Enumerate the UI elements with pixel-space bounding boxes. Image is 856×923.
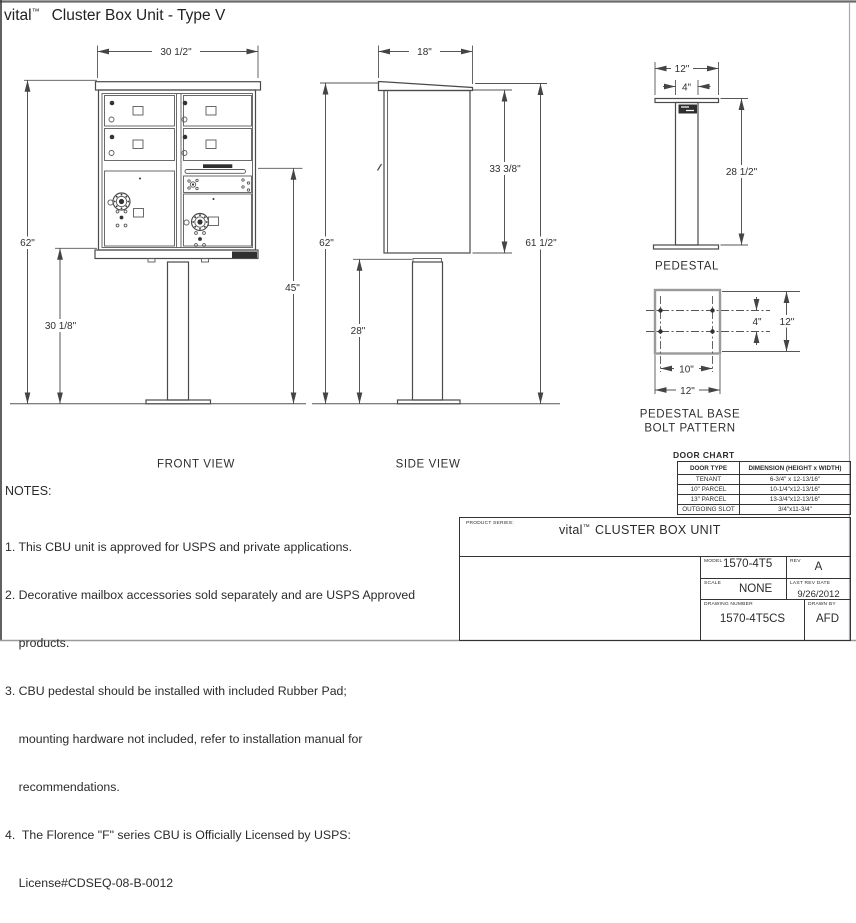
door-chart-header-type: DOOR TYPE: [678, 462, 740, 475]
model-value: 1570-4T5: [723, 558, 773, 570]
parcel-door-left: [108, 178, 144, 227]
product-series-value: [559, 523, 721, 537]
table-row: [678, 505, 851, 515]
front-view-dimensions: [16, 44, 304, 471]
product-name: CLUSTER BOX UNIT: [595, 523, 721, 537]
door-chart-header-dimension: DIMENSION (HEIGHT x WIDTH): [740, 462, 851, 475]
brand-name: vital: [559, 523, 583, 537]
dim-side-depth: 18": [417, 47, 432, 58]
model-label: MODEL: [704, 559, 723, 564]
last-rev-date-cell: [787, 579, 850, 600]
dim-side-height: 62": [319, 238, 334, 249]
table-row: [678, 475, 851, 485]
model-cell: [701, 557, 787, 578]
table-row: [678, 495, 851, 505]
door-chart-title: DOOR CHART: [673, 450, 735, 460]
pedestal-view-dimensions: [655, 62, 763, 273]
note-line: mounting hardware not included, refer to installation manual for: [5, 732, 363, 746]
sheet-title: [4, 7, 225, 25]
bolt-pattern-drawing: [646, 290, 770, 372]
dim-bolt-plate-v: 12": [779, 317, 795, 328]
note-line: products.: [5, 636, 70, 650]
side-view-dimensions: [315, 44, 562, 471]
door-dimension-cell: 3/4"x11-3/4": [740, 505, 851, 515]
front-view-label: FRONT VIEW: [157, 458, 235, 471]
scale-value: NONE: [739, 582, 773, 595]
drawing-number-value: 1570-4T5CS: [719, 613, 786, 625]
dim-side-pedestal: 28": [350, 326, 366, 337]
drawing-number-label: DRAWING NUMBER: [704, 602, 753, 607]
title-block-empty-cell: [460, 557, 701, 641]
dim-front-width: 30 1/2": [160, 47, 192, 58]
bolt-pattern-label-1: PEDESTAL BASE: [639, 408, 741, 421]
door-type-cell: 13" PARCEL: [678, 495, 740, 505]
note-line: 2. Decorative mailbox accessories sold separately and are USPS Approved: [5, 588, 416, 602]
scale-cell: [701, 579, 787, 600]
dim-front-base: 30 1/8": [44, 321, 77, 332]
drawn-by-cell: [805, 600, 850, 641]
pedestal-label: PEDESTAL: [654, 260, 720, 273]
title-block: [459, 517, 851, 641]
door-dimension-cell: 13-3/4"x12-13/16": [740, 495, 851, 505]
master-access-panel: [184, 176, 252, 193]
parcel-door-right: [184, 194, 252, 246]
drawn-by-label: DRAWN BY: [808, 602, 836, 607]
title-block-bottom: [460, 557, 850, 641]
dim-pedestal-plate: 12": [674, 64, 690, 75]
dim-pedestal-height: 28 1/2": [725, 167, 758, 178]
bolt-pattern-label-2: BOLT PATTERN: [644, 422, 736, 435]
dim-bolt-holes-h: 10": [679, 364, 694, 376]
last-rev-date-value: 9/26/2012: [797, 588, 840, 600]
note-line: License#CDSEQ-08-B-0012: [5, 876, 174, 890]
pedestal-sticker: [679, 105, 698, 114]
product-series-label: PRODUCT SERIES:: [466, 521, 514, 526]
note-line: 4. The Florence "F" series CBU is Officially Licensed by USPS:: [5, 828, 351, 842]
dim-side-box: 33 3/8": [489, 164, 521, 175]
rev-label: REV: [790, 559, 801, 564]
note-line: 3. CBU pedestal should be installed with included Rubber Pad;: [5, 684, 347, 698]
dim-front-slot: 45": [285, 283, 300, 294]
trademark-symbol: ™: [582, 523, 591, 531]
notes-heading: NOTES:: [5, 484, 52, 498]
door-handle: [378, 164, 382, 171]
dim-bolt-plate-h: 12": [680, 386, 695, 397]
title-block-grid: [701, 557, 850, 641]
last-rev-date-label: LAST REV DATE: [790, 580, 831, 586]
scale-date-row: [701, 579, 850, 601]
sheet-title-text: Cluster Box Unit - Type V: [51, 7, 226, 25]
door-type-cell: TENANT: [678, 475, 740, 485]
door-type-cell: OUTGOING SLOT: [678, 505, 740, 515]
door-dimension-cell: 10-1/4"x12-13/16": [740, 485, 851, 495]
scale-label: SCALE: [704, 580, 722, 586]
brand-name: vital: [4, 7, 32, 25]
note-line: recommendations.: [5, 780, 120, 794]
door-chart-table: [677, 461, 851, 515]
rev-value: A: [814, 561, 823, 573]
side-view-label: SIDE VIEW: [395, 458, 461, 471]
outgoing-mail-slot: [185, 164, 246, 173]
dim-bolt-holes-v: 4": [752, 317, 762, 328]
dim-front-height: 62": [20, 238, 35, 249]
door-dimension-cell: 6-3/4" x 12-13/16": [740, 475, 851, 485]
model-rev-row: [701, 557, 850, 579]
dim-pedestal-column: 4": [681, 82, 692, 94]
note-line: 1. This CBU unit is approved for USPS and private applications.: [5, 540, 352, 554]
table-row: [678, 485, 851, 495]
pedestal-view-drawing: [654, 99, 719, 250]
trademark-symbol: ™: [31, 7, 40, 16]
front-view-drawing: [10, 82, 306, 404]
door-chart-header-row: [678, 462, 851, 475]
notes-list: [5, 507, 415, 923]
drawing-number-row: [701, 600, 850, 641]
drawing-number-cell: [701, 600, 805, 641]
product-series-row: [460, 518, 850, 557]
door-type-cell: 10" PARCEL: [678, 485, 740, 495]
drawn-by-value: AFD: [816, 613, 839, 625]
dim-side-rear: 61 1/2": [525, 238, 557, 249]
rev-cell: [787, 557, 850, 578]
